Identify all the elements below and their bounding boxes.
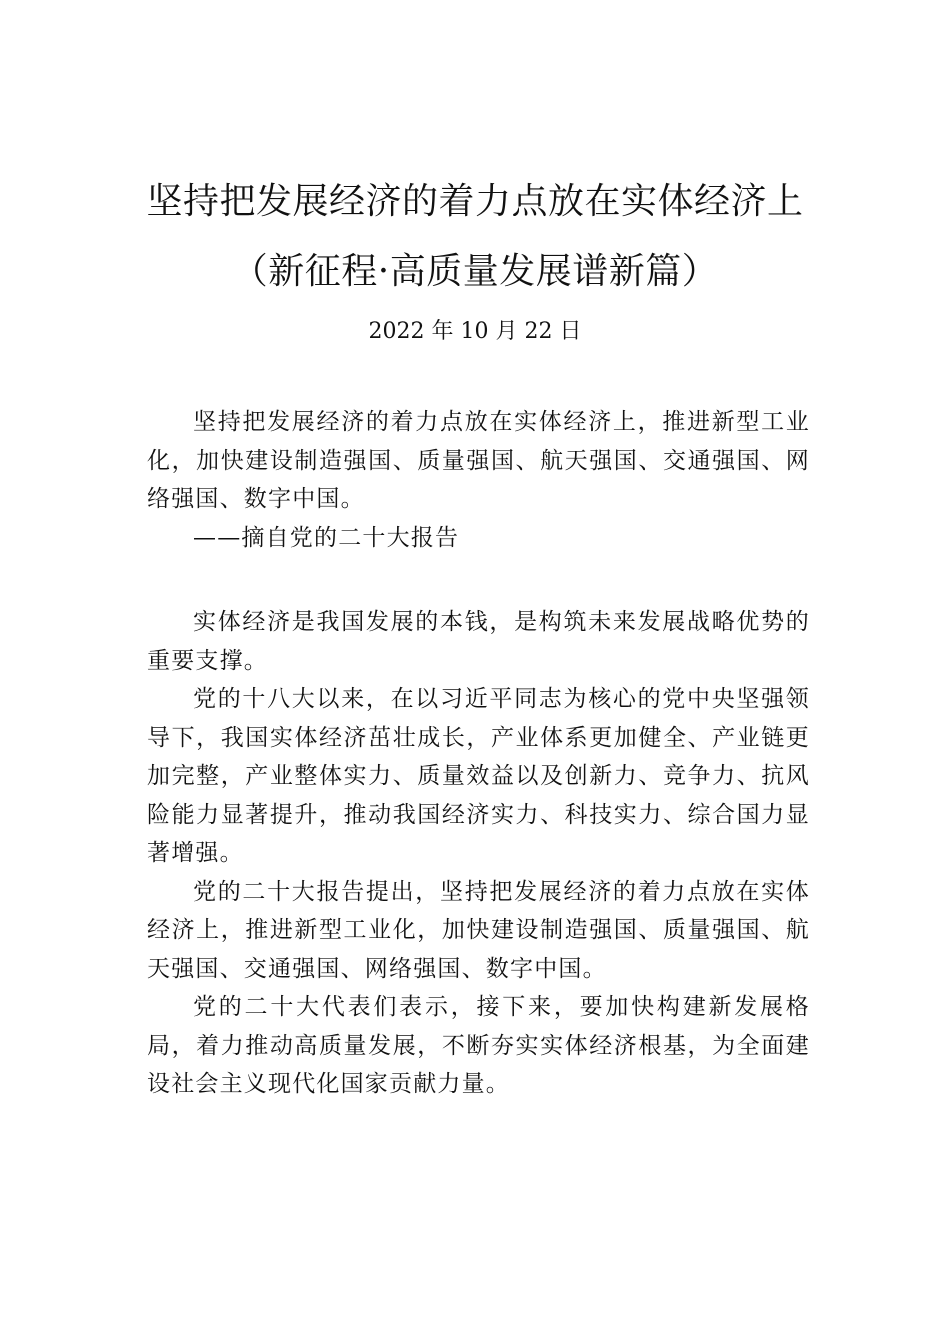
paragraph: 党的十八大以来，在以习近平同志为核心的党中央坚强领导下，我国实体经济茁壮成长，产业体系更加健全、产业链更加完整，产业整体实力、质量效益以及创新力、竞争力、抗风险能力显著提升，推动我国经济实力、科技实力、综合国力显著增强。 [147,686,810,866]
document-title: 坚持把发展经济的着力点放在实体经济上 [146,181,804,222]
paragraph: 实体经济是我国发展的本钱，是构筑未来发展战略优势的重要支撑。 [147,609,810,674]
document-subtitle: （新征程·高质量发展谱新篇） [231,251,719,292]
paragraph: 党的二十大报告提出，坚持把发展经济的着力点放在实体经济上，推进新型工业化，加快建设制造强国、质量强国、航天强国、交通强国、网络强国、数字中国。 [147,878,810,982]
publish-date: 2022 年 10 月 22 日 [368,319,582,344]
quote-text: 坚持把发展经济的着力点放在实体经济上，推进新型工业化，加快建设制造强国、质量强国、航天强国、交通强国、网络强国、数字中国。 [147,409,810,512]
paragraph: 党的二十大代表们表示，接下来，要加快构建新发展格局，着力推动高质量发展，不断夯实实体经济根基，为全面建设社会主义现代化国家贡献力量。 [147,994,810,1097]
quote-source: ——摘自党的二十大报告 [193,524,460,551]
article-body [147,603,810,1104]
report-quote [147,403,810,557]
